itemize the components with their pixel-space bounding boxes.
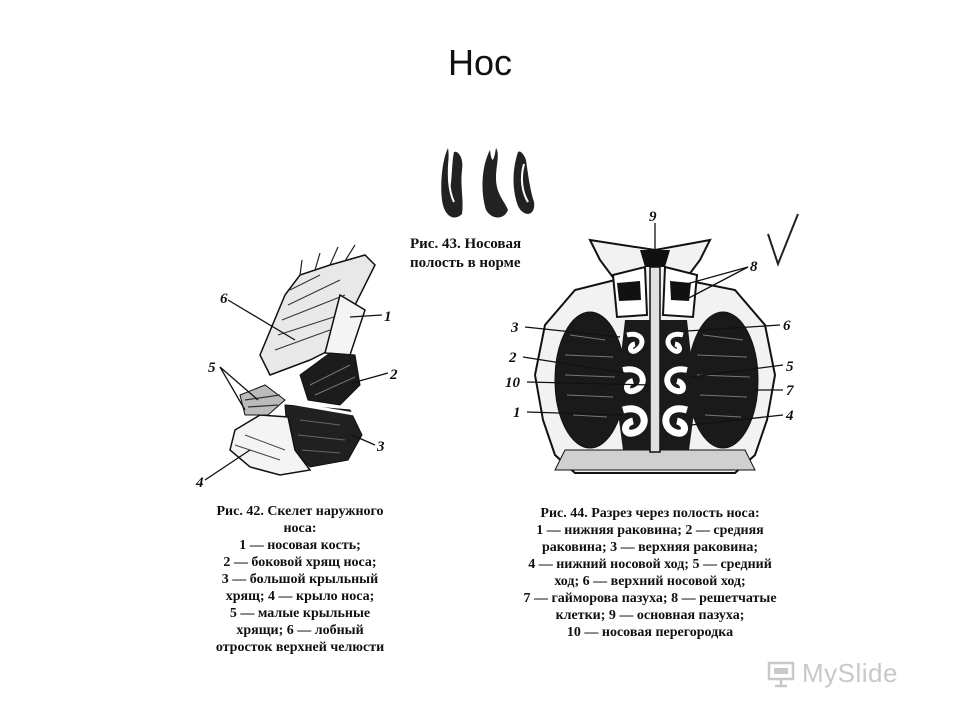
caption-line: Рис. 43. Носовая: [410, 236, 522, 252]
watermark-text: MySlide: [802, 658, 898, 688]
caption-line: полость в норме: [410, 255, 521, 271]
caption-line: ход; 6 — верхний носовой ход;: [554, 574, 746, 589]
caption-line: носа:: [283, 521, 317, 536]
caption-line: 7 — гайморова пазуха; 8 — решетчатые: [523, 591, 777, 606]
caption-line: 4 — нижний носовой ход; 5 — средний: [528, 557, 772, 572]
caption-line: отросток верхней челюсти: [215, 640, 385, 655]
checkmark-icon: [764, 210, 804, 270]
label-1: 1: [384, 309, 392, 325]
label-6: 6: [220, 291, 228, 307]
label-4: 4: [786, 408, 794, 424]
label-6: 6: [783, 318, 791, 334]
nose-skeleton-figure: [190, 235, 420, 500]
figure-42-caption: [195, 503, 405, 656]
caption-line: Рис. 42. Скелет наружного: [216, 504, 384, 519]
presentation-icon: [766, 659, 796, 689]
caption-line: 2 — боковой хрящ носа;: [223, 555, 377, 570]
caption-line: 1 — носовая кость;: [239, 538, 361, 553]
label-9: 9: [649, 209, 657, 225]
caption-line: 1 — нижняя раковина; 2 — средняя: [536, 523, 764, 538]
slide-title: Нос: [447, 42, 513, 83]
label-5: 5: [208, 360, 216, 376]
label-4: 4: [196, 475, 204, 491]
caption-line: клетки; 9 — основная пазуха;: [555, 608, 745, 623]
watermark-logo: [766, 658, 898, 689]
nasal-cavity-section-figure: [505, 205, 805, 500]
label-3: 3: [511, 320, 519, 336]
caption-line: 5 — малые крыльные: [229, 606, 371, 621]
caption-line: хрящ; 4 — крыло носа;: [225, 589, 375, 604]
caption-line: Рис. 44. Разрез через полость носа:: [540, 506, 760, 521]
caption-line: хрящи; 6 — лобный: [236, 623, 364, 638]
label-3: 3: [377, 439, 385, 455]
caption-line: раковина; 3 — верхняя раковина;: [541, 540, 759, 555]
label-7: 7: [786, 383, 794, 399]
label-2: 2: [390, 367, 398, 383]
label-10: 10: [505, 375, 520, 391]
caption-line: 10 — носовая перегородка: [566, 625, 734, 640]
figure-44-caption: [500, 505, 800, 641]
label-8: 8: [750, 259, 758, 275]
label-2: 2: [509, 350, 517, 366]
label-5: 5: [786, 359, 794, 375]
caption-line: 3 — большой крыльный: [221, 572, 379, 587]
label-1: 1: [513, 405, 521, 421]
